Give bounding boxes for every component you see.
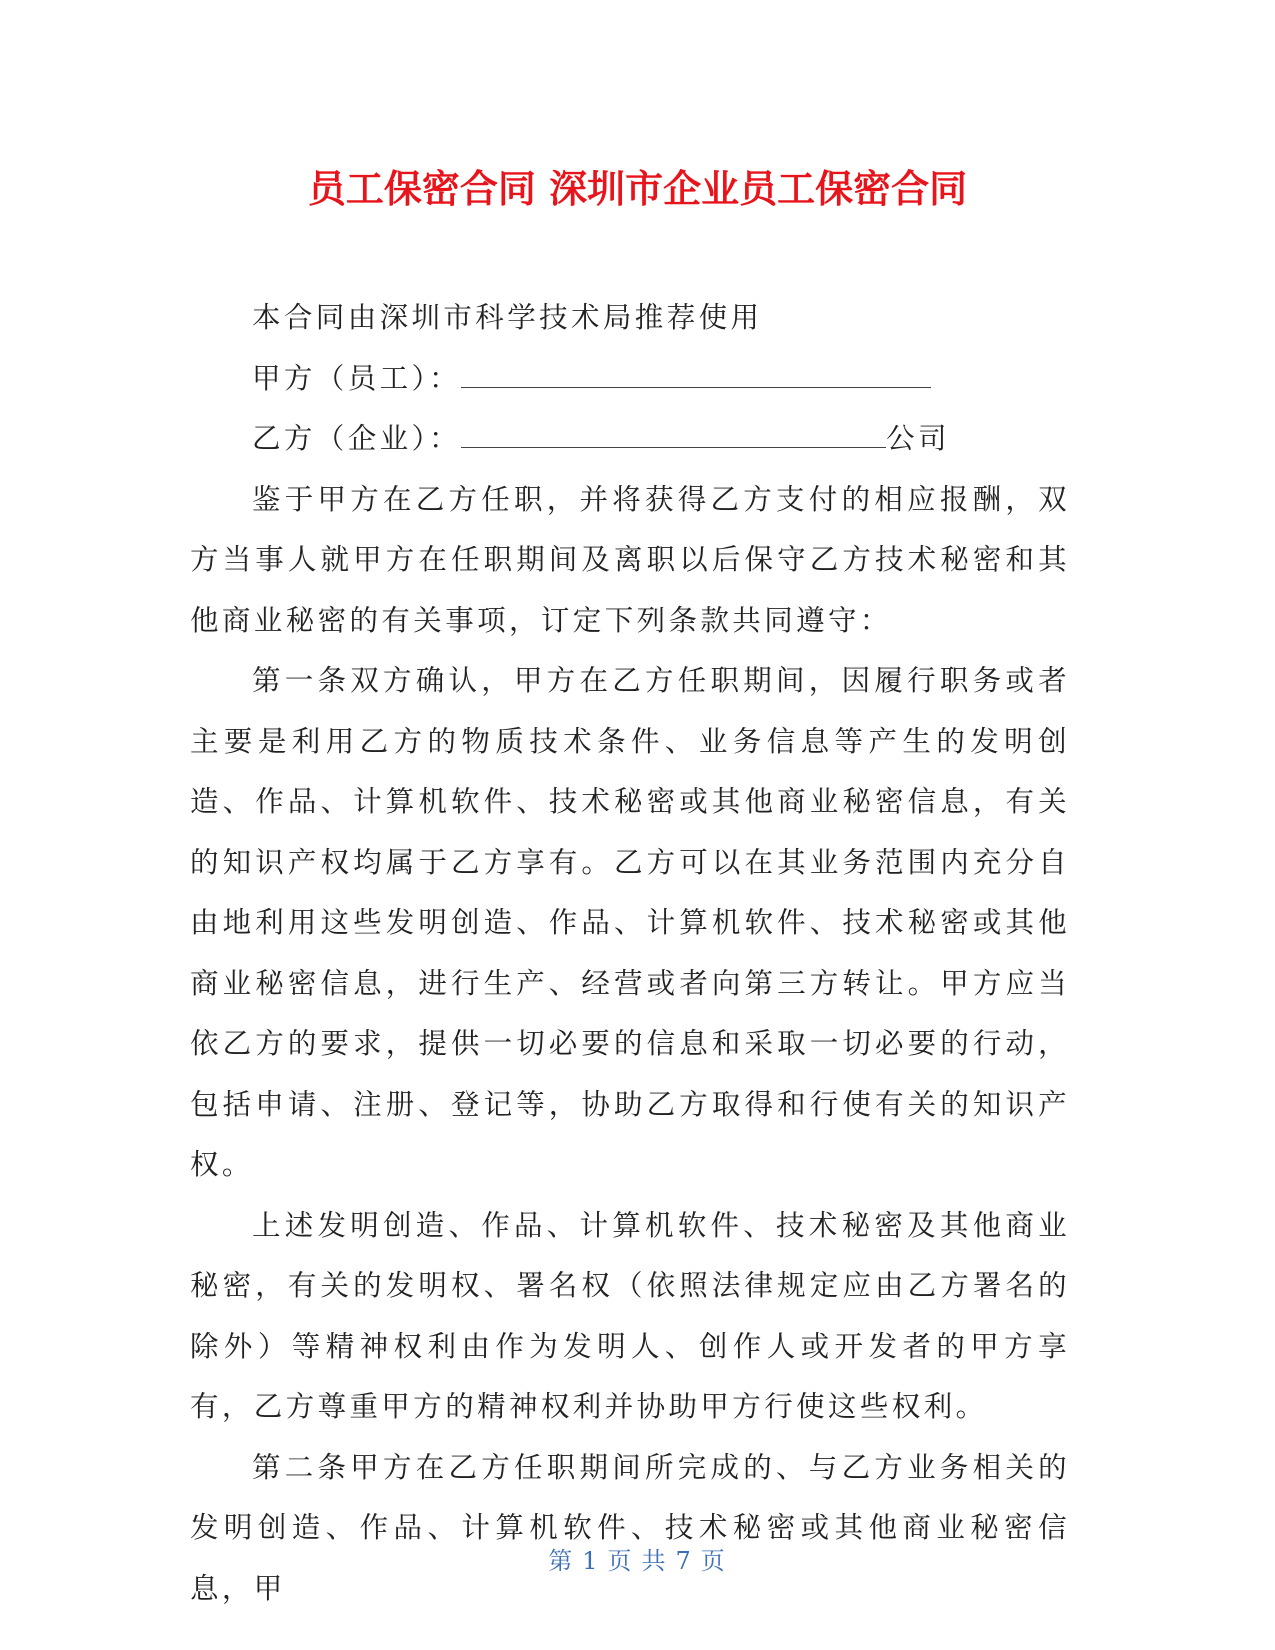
article-1-paragraph: 第一条双方确认，甲方在乙方任职期间，因履行职务或者主要是利用乙方的物质技术条件、业务信息等产生的发明创造、作品、计算机软件、技术秘密或其他商业秘密信息，有关的知识产权均属于乙方享有。乙方可以在其业务范围内充分自由地利用这些发明创造、作品、计算机软件、技术秘密或其他商业秘密信息，进行生产、经营或者向第三方转让。甲方应当依乙方的要求，提供一切必要的信息和采取一切必要的行动，包括申请、注册、登记等，协助乙方取得和行使有关的知识产权。: [190, 664, 1070, 1181]
recommendation-line: 本合同由深圳市科学技术局推荐使用: [252, 301, 763, 334]
document-body: [190, 288, 1070, 1619]
party-a-line: [190, 349, 1070, 410]
party-a-blank: [461, 361, 931, 388]
page-footer: [0, 1541, 1275, 1576]
footer-page-unit: 页: [607, 1547, 634, 1575]
footer-total-word: 共: [641, 1547, 668, 1575]
party-a-label: 甲方（员工）：: [252, 361, 462, 395]
article-2-paragraph: 第二条甲方在乙方任职期间所完成的、与乙方业务相关的发明创造、作品、计算机软件、技术秘密或其他商业秘密信息，甲: [190, 1450, 1070, 1605]
footer-page-word: 第: [548, 1547, 575, 1575]
party-b-line: [190, 409, 1070, 470]
footer-total-pages: 7: [675, 1547, 693, 1575]
document-title: 员工保密合同 深圳市企业员工保密合同: [307, 167, 968, 211]
party-b-label: 乙方（企业）：: [252, 422, 462, 455]
preamble-paragraph: 鉴于甲方在乙方任职，并将获得乙方支付的相应报酬，双方当事人就甲方在任职期间及离职以后保守乙方技术秘密和其他商业秘密的有关事项，订定下列条款共同遵守：: [190, 482, 1070, 637]
party-b-suffix: 公司: [886, 422, 950, 455]
footer-total-unit: 页: [700, 1547, 727, 1575]
moral-rights-paragraph: 上述发明创造、作品、计算机软件、技术秘密及其他商业秘密，有关的发明权、署名权（依照法律规定应由乙方署名的除外）等精神权利由作为发明人、创作人或开发者的甲方享有，乙方尊重甲方的精神权利并协助甲方行使这些权利。: [190, 1208, 1070, 1423]
party-b-blank: [461, 421, 886, 448]
footer-current-page: 1: [582, 1547, 600, 1575]
